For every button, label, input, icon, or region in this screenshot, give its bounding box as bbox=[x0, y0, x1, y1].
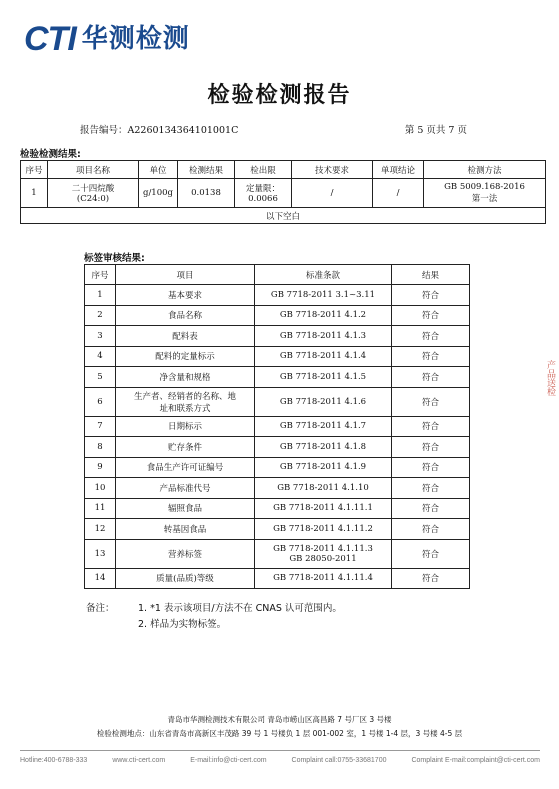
table-row bbox=[85, 346, 470, 367]
header-cell: 单项结论 bbox=[373, 161, 424, 179]
results-section-title: 检验检测结果: bbox=[20, 149, 81, 160]
standard-clause bbox=[255, 539, 392, 568]
results-header-row bbox=[21, 161, 546, 179]
row-number: 14 bbox=[85, 568, 116, 589]
table-row bbox=[85, 568, 470, 589]
table-row bbox=[85, 367, 470, 388]
row-number: 5 bbox=[85, 367, 116, 388]
review-result: 符合 bbox=[392, 387, 470, 416]
standard-clause-line2: GB 28050-2011 bbox=[289, 553, 357, 564]
table-row bbox=[85, 457, 470, 478]
table-row bbox=[85, 478, 470, 499]
review-result: 符合 bbox=[392, 457, 470, 478]
standard-clause: GB 7718-2011 4.1.11.1 bbox=[255, 498, 392, 519]
remark-2: 2. 样品为实物标签。 bbox=[138, 619, 227, 630]
row-number: 13 bbox=[85, 539, 116, 568]
table-row bbox=[85, 285, 470, 306]
standard-clause: GB 7718-2011 3.1~3.11 bbox=[255, 285, 392, 306]
unit: g/100g bbox=[139, 179, 178, 208]
item-name bbox=[48, 179, 139, 208]
footer-hotline: Hotline:400-6788-333 bbox=[20, 757, 88, 764]
test-method-line2: 第一法 bbox=[471, 194, 498, 204]
standard-clause: GB 7718-2011 4.1.5 bbox=[255, 367, 392, 388]
review-item: 日期标示 bbox=[116, 416, 255, 437]
row-number: 11 bbox=[85, 498, 116, 519]
review-item: 贮存条件 bbox=[116, 437, 255, 458]
standard-clause: GB 7718-2011 4.1.11.4 bbox=[255, 568, 392, 589]
footer-complaint-call: Complaint call:0755-33681700 bbox=[291, 757, 387, 764]
review-item: 净含量和规格 bbox=[116, 367, 255, 388]
header-cell: 序号 bbox=[21, 161, 48, 179]
remark-1: 1. *1 表示该项目/方法不在 CNAS 认可范围内。 bbox=[138, 603, 342, 614]
review-result: 符合 bbox=[392, 478, 470, 499]
row-number: 6 bbox=[85, 387, 116, 416]
header-cell: 检测方法 bbox=[424, 161, 546, 179]
table-row bbox=[21, 179, 546, 208]
footer-website: www.cti-cert.com bbox=[112, 757, 166, 764]
standard-clause: GB 7718-2011 4.1.8 bbox=[255, 437, 392, 458]
review-result: 符合 bbox=[392, 367, 470, 388]
row-number: 1 bbox=[21, 179, 48, 208]
standard-clause: GB 7718-2011 4.1.4 bbox=[255, 346, 392, 367]
blank-row bbox=[21, 208, 546, 224]
header-cell: 结果 bbox=[392, 265, 470, 285]
header-cell: 序号 bbox=[85, 265, 116, 285]
row-number: 3 bbox=[85, 326, 116, 347]
review-result: 符合 bbox=[392, 346, 470, 367]
review-result: 符合 bbox=[392, 326, 470, 347]
standard-clause: GB 7718-2011 4.1.7 bbox=[255, 416, 392, 437]
header-cell: 技术要求 bbox=[292, 161, 373, 179]
row-number: 2 bbox=[85, 305, 116, 326]
test-method-line1: GB 5009.168-2016 bbox=[444, 182, 525, 192]
review-item: 配料的定量标示 bbox=[116, 346, 255, 367]
table-row bbox=[85, 539, 470, 568]
remarks-label: 备注： bbox=[86, 603, 115, 614]
page-footer bbox=[20, 757, 540, 764]
review-item: 配料表 bbox=[116, 326, 255, 347]
table-row bbox=[85, 498, 470, 519]
review-result: 符合 bbox=[392, 437, 470, 458]
detection-limit-label: 定量限： bbox=[245, 184, 280, 194]
review-item: 食品生产许可证编号 bbox=[116, 457, 255, 478]
table-row bbox=[85, 519, 470, 540]
results-table bbox=[20, 160, 546, 224]
standard-clause: GB 7718-2011 4.1.2 bbox=[255, 305, 392, 326]
review-result: 符合 bbox=[392, 568, 470, 589]
header-cell: 单位 bbox=[139, 161, 178, 179]
review-result: 符合 bbox=[392, 416, 470, 437]
test-method bbox=[424, 179, 546, 208]
review-item: 生产者、经销者的名称、地址和联系方式 bbox=[116, 387, 255, 416]
logo-name: 华测检测 bbox=[81, 24, 190, 54]
item-conclusion: / bbox=[373, 179, 424, 208]
row-number: 1 bbox=[85, 285, 116, 306]
label-review-section-title: 标签审核结果: bbox=[84, 253, 145, 264]
row-number: 12 bbox=[85, 519, 116, 540]
row-number: 10 bbox=[85, 478, 116, 499]
table-row bbox=[85, 305, 470, 326]
header-cell: 项目 bbox=[116, 265, 255, 285]
item-name-line2: (C24:0) bbox=[76, 194, 110, 204]
review-result: 符合 bbox=[392, 519, 470, 540]
footer-complaint-email: Complaint E-mail:complaint@cti-cert.com bbox=[411, 757, 540, 764]
header-cell: 标准条款 bbox=[255, 265, 392, 285]
review-item: 营养标签 bbox=[116, 539, 255, 568]
standard-clause: GB 7718-2011 4.1.10 bbox=[255, 478, 392, 499]
standard-clause: GB 7718-2011 4.1.11.2 bbox=[255, 519, 392, 540]
table-row bbox=[85, 416, 470, 437]
review-result: 符合 bbox=[392, 539, 470, 568]
seal-stamp: 产品送检 bbox=[545, 360, 555, 396]
header-cell: 检出限 bbox=[235, 161, 292, 179]
item-name-line1: 二十四烷酸 bbox=[71, 184, 115, 194]
review-item: 食品名称 bbox=[116, 305, 255, 326]
table-row bbox=[85, 437, 470, 458]
header-cell: 检测结果 bbox=[178, 161, 235, 179]
standard-clause: GB 7718-2011 4.1.3 bbox=[255, 326, 392, 347]
detection-limit bbox=[235, 179, 292, 208]
standard-clause: GB 7718-2011 4.1.6 bbox=[255, 387, 392, 416]
report-number: 报告编号：A2260134364101001C bbox=[80, 125, 239, 136]
table-row bbox=[85, 326, 470, 347]
testing-location: 检验检测地点：山东省青岛市高新区丰茂路 39 号 1 号楼负 1 层 001-002 室，1 号楼 1-4 层，3 号楼 4-5 层 bbox=[96, 729, 463, 738]
blank-note: 以下空白 bbox=[21, 208, 546, 224]
row-number: 7 bbox=[85, 416, 116, 437]
standard-clause: GB 7718-2011 4.1.9 bbox=[255, 457, 392, 478]
company-address: 青岛市华测检测技术有限公司 青岛市崂山区高昌路 7 号厂区 3 号楼 bbox=[167, 715, 392, 724]
header-cell: 项目名称 bbox=[48, 161, 139, 179]
detection-limit-value: 0.0066 bbox=[248, 194, 278, 204]
footer-email: E-mail:info@cti-cert.com bbox=[190, 757, 267, 764]
review-result: 符合 bbox=[392, 285, 470, 306]
label-review-table bbox=[84, 264, 470, 589]
footer-divider bbox=[20, 750, 540, 751]
standard-clause-line1: GB 7718-2011 4.1.11.3 bbox=[273, 543, 373, 554]
report-title: 检验检测报告 bbox=[207, 83, 352, 108]
review-item: 基本要求 bbox=[116, 285, 255, 306]
company-logo bbox=[24, 22, 190, 56]
label-review-header-row bbox=[85, 265, 470, 285]
technical-requirement: / bbox=[292, 179, 373, 208]
table-row bbox=[85, 387, 470, 416]
row-number: 9 bbox=[85, 457, 116, 478]
logo-mark: CTI bbox=[24, 20, 76, 58]
review-item: 质量(品质)等级 bbox=[116, 568, 255, 589]
page-number: 第 5 页共 7 页 bbox=[404, 125, 467, 136]
review-item: 产品标准代号 bbox=[116, 478, 255, 499]
review-result: 符合 bbox=[392, 498, 470, 519]
row-number: 4 bbox=[85, 346, 116, 367]
test-result: 0.0138 bbox=[178, 179, 235, 208]
row-number: 8 bbox=[85, 437, 116, 458]
review-result: 符合 bbox=[392, 305, 470, 326]
review-item: 辐照食品 bbox=[116, 498, 255, 519]
review-item: 转基因食品 bbox=[116, 519, 255, 540]
